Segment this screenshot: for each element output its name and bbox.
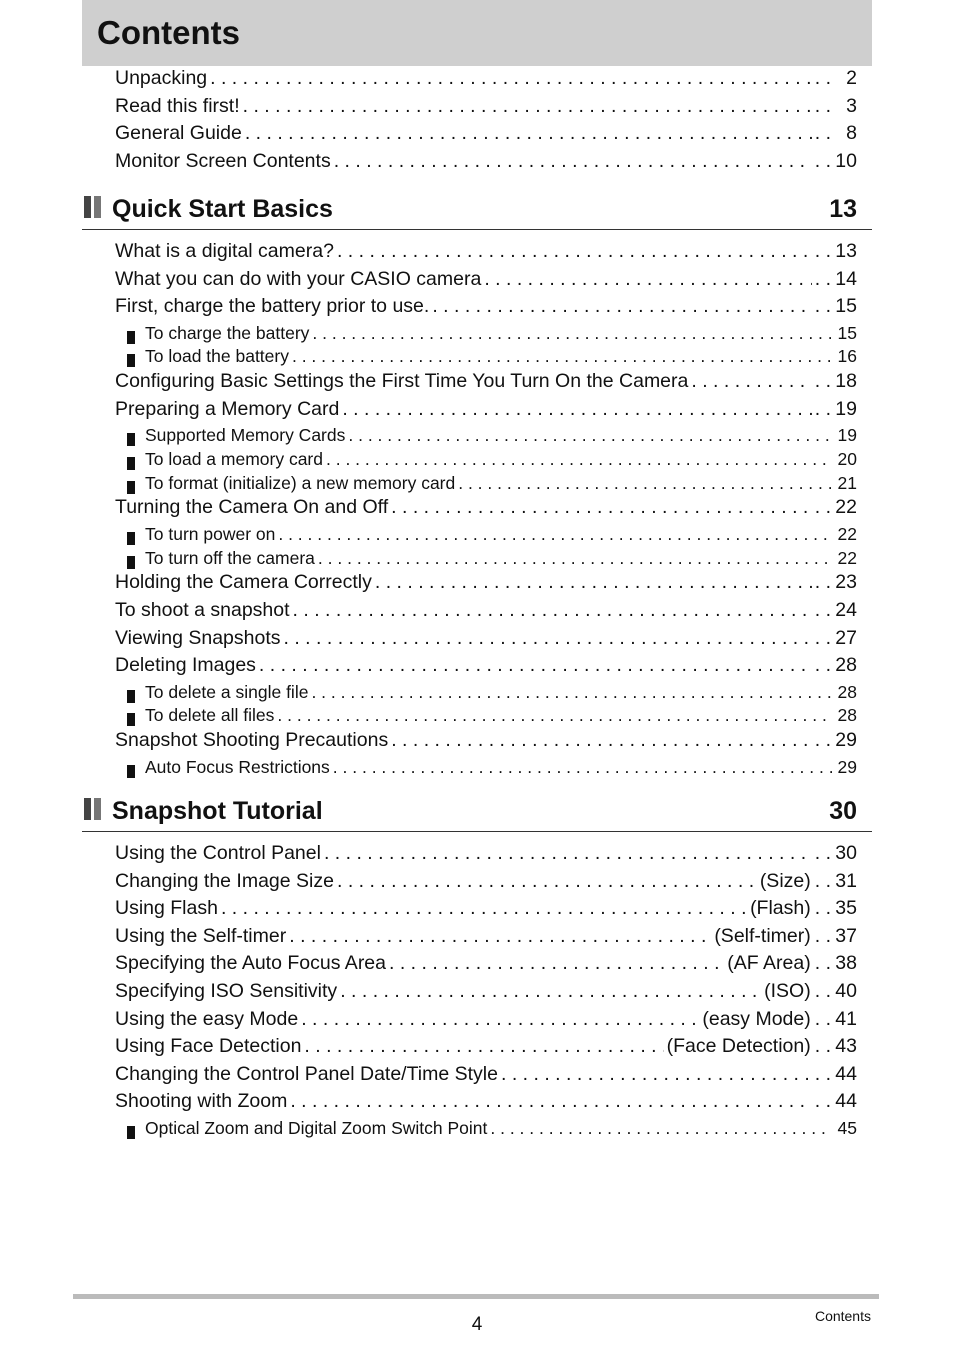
toc-entry-page: 15	[835, 295, 857, 318]
dot-leader	[210, 67, 812, 90]
toc-entry-title: Unpacking	[115, 67, 208, 89]
dot-leader-tail: . .	[814, 267, 831, 290]
section-title: Snapshot Tutorial	[112, 797, 323, 825]
toc-entry-page: 45	[837, 1117, 857, 1138]
toc-entry-page: 28	[837, 705, 857, 726]
toc-subentry[interactable]	[115, 548, 857, 572]
dot-leader	[432, 295, 811, 318]
toc-entry[interactable]	[115, 1090, 857, 1118]
toc-entry-title: Changing the Control Panel Date/Time Style	[115, 1062, 498, 1085]
dot-leader	[333, 757, 832, 778]
dot-leader-tail: . .	[814, 952, 831, 975]
toc-entry[interactable]	[115, 654, 857, 682]
dot-leader	[290, 1090, 811, 1113]
bullet-icon	[127, 765, 135, 778]
bullet-icon	[127, 433, 135, 446]
dot-leader	[278, 524, 832, 545]
dot-leader-tail: . .	[814, 979, 831, 1002]
dot-leader	[334, 150, 812, 173]
toc-entry[interactable]	[115, 980, 857, 1008]
dot-leader-tail: . .	[814, 626, 831, 649]
dot-leader	[342, 398, 811, 421]
dot-leader-tail: . .	[814, 654, 831, 677]
toc-entry-page: 19	[835, 397, 857, 420]
bullet-icon	[127, 1126, 135, 1139]
dot-leader	[289, 925, 711, 948]
toc-entry[interactable]	[115, 897, 857, 925]
bullet-icon	[127, 532, 135, 545]
dot-leader	[458, 473, 832, 494]
toc-entry-page: 15	[837, 322, 857, 343]
dot-leader	[243, 95, 812, 118]
toc-entry-page: 40	[835, 979, 857, 1002]
toc-entry-page: 27	[835, 626, 857, 649]
toc-subentry[interactable]	[115, 449, 857, 473]
toc-entry-page: 28	[835, 654, 857, 677]
dot-leader-tail: . .	[814, 240, 831, 262]
toc-subentry[interactable]	[115, 425, 857, 449]
section-page: 13	[829, 195, 857, 223]
dot-leader	[691, 370, 811, 393]
toc-entry-page: 19	[837, 425, 857, 446]
toc-subentry[interactable]	[115, 705, 857, 729]
toc-entry-page: 38	[835, 952, 857, 975]
toc-entry-title: Using the easy Mode	[115, 1007, 299, 1030]
dot-leader-tail: . .	[814, 67, 831, 89]
toc-entry-page: 3	[846, 94, 857, 117]
toc-entry-page: 29	[835, 729, 857, 752]
toc-entry-page: 35	[835, 897, 857, 920]
toc-entry[interactable]	[115, 268, 857, 296]
dot-leader-tail: . .	[814, 842, 831, 864]
dot-leader-tail: . .	[814, 897, 831, 920]
toc-entry[interactable]	[115, 870, 857, 898]
dot-leader-tail: . .	[814, 122, 831, 145]
toc-entry[interactable]	[115, 122, 857, 150]
toc-subentry[interactable]	[115, 473, 857, 497]
toc-entry-title: What is a digital camera?	[115, 240, 334, 262]
toc-entry[interactable]	[115, 496, 857, 524]
toc-entry-tag: (Flash)	[750, 897, 811, 920]
dot-leader-tail: . .	[814, 571, 831, 594]
toc-entry-page: 16	[837, 346, 857, 367]
dot-leader	[337, 870, 757, 893]
toc-entry-title: First, charge the battery prior to use.	[115, 295, 430, 318]
dot-leader-tail: . .	[814, 397, 831, 420]
toc-entry-title: To delete all files	[145, 705, 275, 726]
toc-entry-page: 43	[835, 1035, 857, 1058]
toc-entry[interactable]	[115, 398, 857, 426]
toc-entry-title: To format (initialize) a new memory card	[145, 472, 456, 493]
toc-entry[interactable]	[115, 295, 857, 323]
toc-entry-title: Specifying ISO Sensitivity	[115, 979, 338, 1002]
toc-subentry[interactable]	[115, 346, 857, 370]
bullet-icon	[127, 556, 135, 569]
toc-section-snapshot-tutorial	[115, 842, 857, 1142]
page-header	[82, 0, 872, 66]
page-title: Contents	[97, 14, 240, 51]
toc-entry-title: To turn off the camera	[145, 547, 315, 568]
toc-entry-title: Viewing Snapshots	[115, 626, 281, 649]
dot-leader	[292, 346, 832, 367]
toc-entry-page: 10	[835, 149, 857, 172]
toc-entry-title: Snapshot Shooting Precautions	[115, 729, 389, 752]
toc-entry-title: Optical Zoom and Digital Zoom Switch Point	[145, 1117, 488, 1138]
dot-leader	[277, 705, 832, 726]
section-title: Quick Start Basics	[112, 195, 333, 223]
toc-section-quick-start	[115, 240, 857, 780]
toc-entry-page: 28	[837, 681, 857, 702]
dot-leader	[312, 323, 832, 344]
dot-leader-tail: . .	[814, 598, 831, 621]
toc-entry[interactable]	[115, 67, 857, 95]
toc-entry-page: 29	[837, 756, 857, 777]
toc-entry[interactable]	[115, 370, 857, 398]
toc-entry-page: 44	[835, 1062, 857, 1085]
dot-leader	[318, 548, 832, 569]
toc-subentry[interactable]	[115, 682, 857, 706]
toc-entry-page: 13	[835, 240, 857, 262]
section-marker-icon	[84, 798, 102, 820]
toc-entry-title: Holding the Camera Correctly	[115, 571, 372, 594]
toc-entry-title: To turn power on	[145, 524, 276, 544]
toc-intro	[115, 67, 857, 177]
bullet-icon	[127, 690, 135, 703]
toc-entry[interactable]	[115, 240, 857, 268]
toc-entry-tag: (Face Detection)	[666, 1035, 811, 1058]
dot-leader	[284, 627, 812, 650]
footer-divider	[73, 1294, 879, 1299]
toc-entry[interactable]	[115, 925, 857, 953]
toc-entry-title: To charge the battery	[145, 322, 310, 343]
toc-entry-page: 44	[835, 1090, 857, 1113]
footer-label: Contents	[814, 1308, 871, 1324]
bullet-icon	[127, 457, 135, 470]
toc-entry-title: To shoot a snapshot	[115, 598, 290, 621]
toc-subentry[interactable]	[115, 524, 857, 548]
section-page: 30	[829, 797, 857, 825]
toc-entry[interactable]	[115, 1008, 857, 1036]
dot-leader	[484, 268, 811, 291]
toc-entry[interactable]	[115, 599, 857, 627]
toc-entry[interactable]	[115, 1035, 857, 1063]
dot-leader-tail: . .	[814, 869, 831, 892]
toc-entry-page: 30	[835, 842, 857, 864]
bullet-icon	[127, 713, 135, 726]
toc-entry-tag: (easy Mode)	[702, 1007, 811, 1030]
footer-page-number: 4	[471, 1314, 483, 1335]
section-header-quick-start[interactable]	[82, 194, 872, 230]
toc-entry-title: Using Face Detection	[115, 1035, 302, 1058]
toc-entry[interactable]	[115, 95, 857, 123]
toc-entry-title: Monitor Screen Contents	[115, 149, 331, 172]
toc-entry-page: 22	[835, 496, 857, 519]
toc-entry-page: 20	[837, 449, 857, 470]
toc-entry-title: Shooting with Zoom	[115, 1090, 288, 1113]
dot-leader-tail: . .	[814, 370, 831, 393]
section-header-snapshot-tutorial[interactable]	[82, 796, 872, 832]
dot-leader	[391, 729, 812, 752]
toc-entry[interactable]	[115, 571, 857, 599]
dot-leader-tail: . .	[814, 1007, 831, 1030]
dot-leader	[304, 1035, 663, 1058]
toc-entry-page: 14	[835, 267, 857, 290]
dot-leader-tail: . .	[814, 1062, 831, 1085]
dot-leader	[490, 1118, 832, 1139]
dot-leader	[375, 571, 812, 594]
bullet-icon	[127, 481, 135, 494]
toc-entry-title: Specifying the Auto Focus Area	[115, 952, 387, 975]
toc-entry-title: Using the Self-timer	[115, 924, 287, 947]
dot-leader	[301, 1008, 699, 1031]
dot-leader	[221, 897, 747, 920]
dot-leader	[259, 654, 812, 677]
toc-entry-tag: (AF Area)	[727, 952, 811, 975]
toc-entry-title: Deleting Images	[115, 654, 256, 677]
toc-entry-page: 31	[835, 869, 857, 892]
toc-entry-title: Configuring Basic Settings the First Time You Turn On the Camera	[115, 370, 689, 393]
toc-entry[interactable]	[115, 952, 857, 980]
toc-entry-tag: (Self-timer)	[714, 924, 811, 947]
dot-leader-tail: . .	[814, 94, 831, 117]
toc-entry[interactable]	[115, 729, 857, 757]
toc-entry-title: What you can do with your CASIO camera	[115, 267, 482, 290]
dot-leader	[391, 496, 812, 519]
dot-leader	[389, 952, 724, 975]
toc-entry-title: To load a memory card	[145, 449, 323, 470]
toc-entry[interactable]	[115, 842, 857, 870]
toc-entry-page: 2	[846, 67, 857, 89]
toc-entry[interactable]	[115, 627, 857, 655]
dot-leader-tail: . .	[814, 1035, 831, 1058]
dot-leader-tail: . .	[814, 924, 831, 947]
toc-entry-tag: (ISO)	[764, 979, 811, 1002]
toc-entry-title: Read this first!	[115, 94, 240, 117]
dot-leader	[324, 842, 812, 865]
dot-leader	[348, 425, 832, 446]
toc-entry-page: 37	[835, 924, 857, 947]
toc-entry-page: 24	[835, 598, 857, 621]
toc-entry[interactable]	[115, 150, 857, 178]
toc-entry-page: 22	[837, 547, 857, 568]
dot-leader-tail: . .	[814, 729, 831, 752]
toc-entry-page: 18	[835, 370, 857, 393]
dot-leader	[501, 1063, 812, 1086]
dot-leader-tail: . .	[814, 496, 831, 519]
toc-entry-title: Supported Memory Cards	[145, 425, 346, 446]
toc-entry-page: 41	[835, 1007, 857, 1030]
bullet-icon	[127, 331, 135, 344]
bullet-icon	[127, 354, 135, 367]
dot-leader	[311, 682, 832, 703]
toc-entry-tag: (Size)	[759, 869, 811, 892]
dot-leader	[293, 599, 812, 622]
toc-entry-title: Preparing a Memory Card	[115, 397, 340, 420]
dot-leader	[337, 240, 812, 263]
dot-leader-tail: . .	[814, 149, 831, 172]
toc-entry-page: 22	[837, 524, 857, 544]
toc-entry-title: Turning the Camera On and Off	[115, 496, 389, 519]
toc-entry-title: Auto Focus Restrictions	[145, 756, 330, 777]
toc-entry-title: To delete a single file	[145, 681, 309, 702]
toc-entry-title: General Guide	[115, 122, 242, 145]
dot-leader	[340, 980, 761, 1003]
dot-leader-tail: . .	[814, 295, 831, 318]
toc-entry-title: Changing the Image Size	[115, 869, 334, 892]
section-marker-icon	[84, 196, 102, 218]
toc-subentry[interactable]	[115, 1118, 857, 1142]
toc-subentry[interactable]	[115, 757, 857, 781]
toc-entry-page: 8	[846, 122, 857, 145]
dot-leader	[326, 449, 832, 470]
dot-leader-tail: . .	[814, 1090, 831, 1113]
toc-entry-title: Using Flash	[115, 897, 218, 920]
toc-entry-page: 23	[835, 571, 857, 594]
toc-entry[interactable]	[115, 1063, 857, 1091]
toc-entry-page: 21	[837, 472, 857, 493]
toc-subentry[interactable]	[115, 323, 857, 347]
toc-entry-title: To load the battery	[145, 346, 289, 367]
dot-leader	[245, 122, 812, 145]
toc-entry-title: Using the Control Panel	[115, 842, 321, 864]
